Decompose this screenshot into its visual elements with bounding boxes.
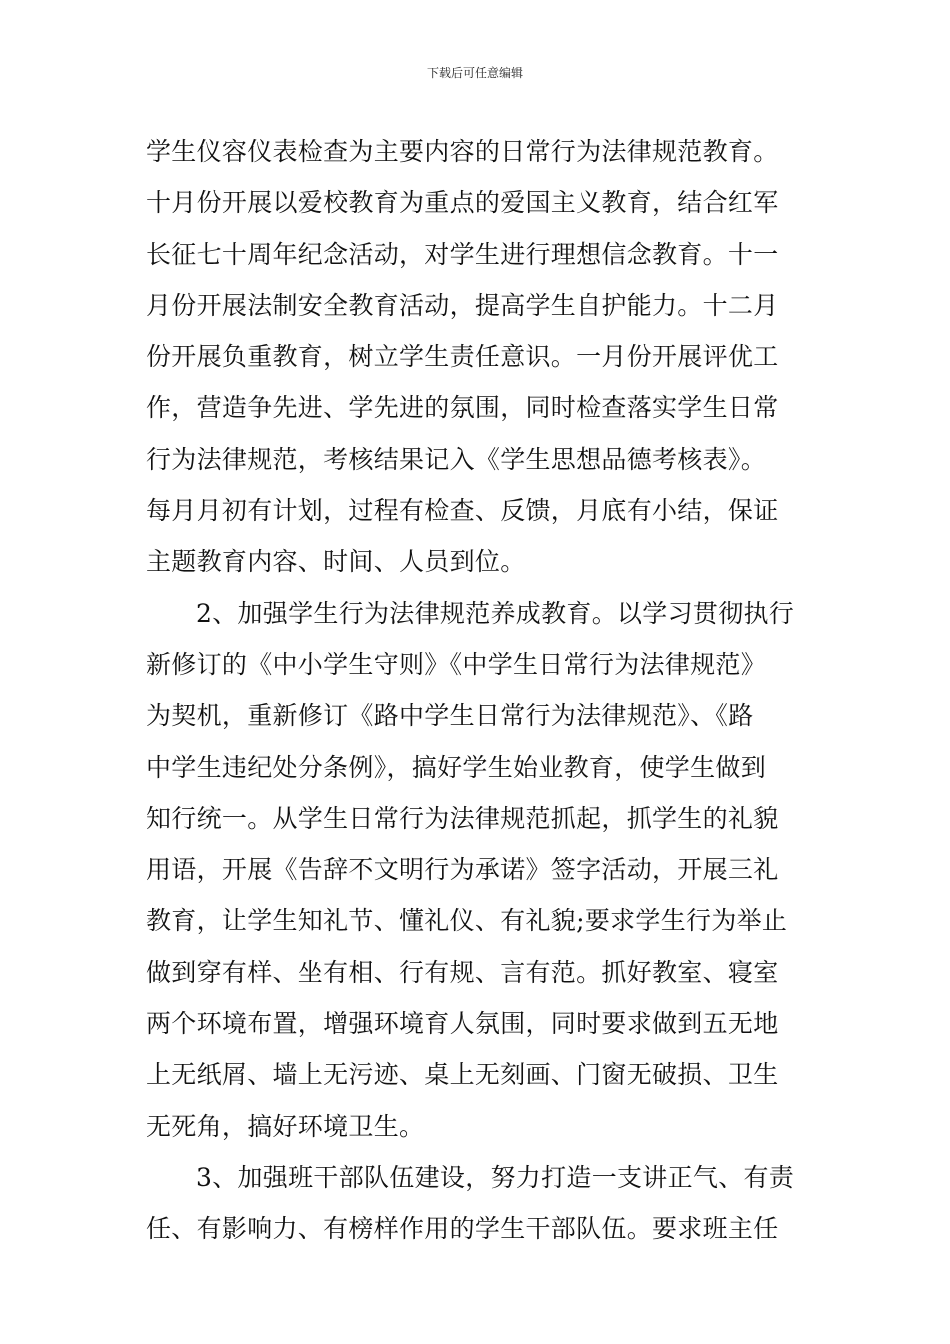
text-line: 新修订的《中小学生守则》《中学生日常行为法律规范》 (146, 649, 767, 679)
text-line: 每月月初有计划，过程有检查、反馈，月底有小结，保证 (146, 496, 779, 526)
text-line: 教育，让学生知礼节、懂礼仪、有礼貌;要求学生行为举止 (146, 906, 788, 936)
text-line: 主题教育内容、时间、人员到位。 (146, 547, 526, 577)
text-line: 两个环境布置，增强环境育人氛围，同时要求做到五无地 (146, 1009, 779, 1039)
page-header: 下载后可任意编辑 (426, 66, 523, 80)
text-line: 用语，开展《告辞不文明行为承诺》签字活动，开展三礼 (146, 855, 779, 885)
text-line: 学生仪容仪表检查为主要内容的日常行为法律规范教育。 (146, 137, 779, 166)
text-line: 上无纸屑、墙上无污迹、桌上无刻画、门窗无破损、卫生 (146, 1060, 779, 1090)
text-line: 做到穿有样、坐有相、行有规、言有范。抓好教室、寝室 (146, 957, 779, 987)
text-line: 作，营造争先进、学先进的氛围，同时检查落实学生日常 (146, 393, 779, 423)
text-line: 十月份开展以爱校教育为重点的爱国主义教育，结合红军 (146, 188, 779, 218)
text-line: 知行统一。从学生日常行为法律规范抓起，抓学生的礼貌 (146, 803, 779, 833)
text-line: 月份开展法制安全教育活动，提高学生自护能力。十二月 (146, 290, 779, 320)
paragraph-start-line: 3、加强班干部队伍建设，努力打造一支讲正气、有责 (196, 1162, 795, 1192)
text-line: 无死角，搞好环境卫生。 (146, 1111, 425, 1141)
text-line: 中学生违纪处分条例》，搞好学生始业教育，使学生做到 (146, 752, 767, 782)
paragraph-start-line: 2、加强学生行为法律规范养成教育。以学习贯彻执行 (196, 598, 795, 628)
text-line: 为契机，重新修订《路中学生日常行为法律规范》、《路 (146, 701, 754, 731)
text-line: 长征七十周年纪念活动，对学生进行理想信念教育。十一 (146, 239, 779, 269)
text-line: 份开展负重教育，树立学生责任意识。一月份开展评优工 (146, 342, 779, 372)
text-line: 行为法律规范，考核结果记入《学生思想品德考核表》。 (146, 444, 767, 474)
document-body (146, 126, 806, 1255)
text-line: 任、有影响力、有榜样作用的学生干部队伍。要求班主任 (146, 1214, 779, 1244)
